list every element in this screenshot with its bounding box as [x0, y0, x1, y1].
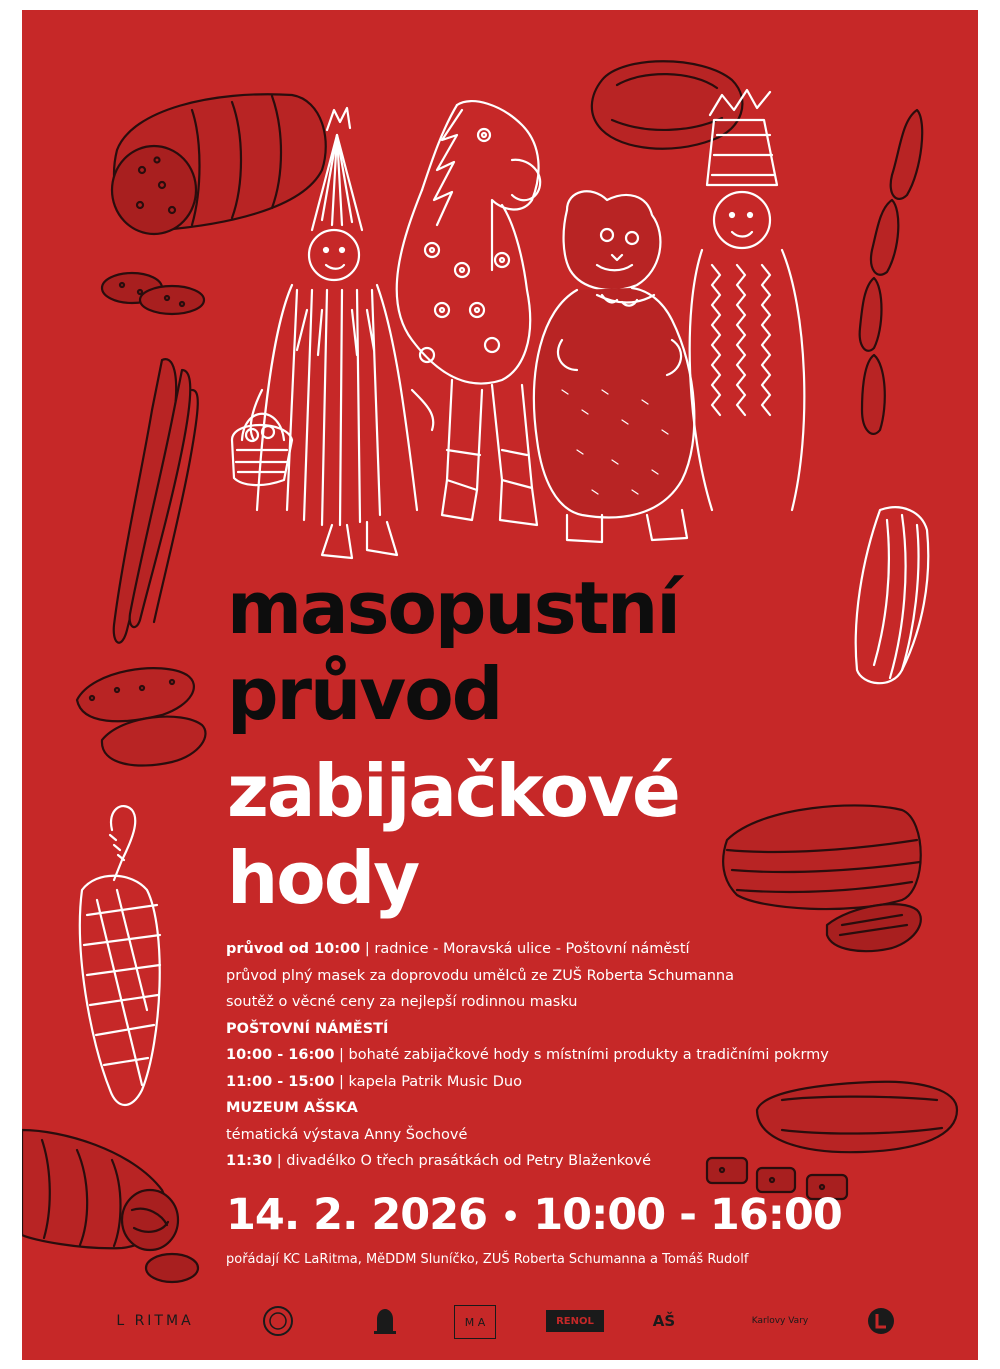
date-time: 10:00 - 16:00: [533, 1190, 842, 1240]
program-line: [226, 1148, 926, 1175]
program-line: [226, 1069, 926, 1096]
salami-slices-icon: [22, 1130, 198, 1282]
jester-mask-figure-icon: [690, 90, 805, 510]
smoked-meat-icon: [723, 805, 921, 951]
bear-mask-icon: [534, 191, 694, 542]
karlovy-vary-logo: Karlovy Vary: [751, 1316, 809, 1326]
program-bold: průvod od 10:00: [226, 941, 361, 957]
date-separator: •: [501, 1200, 520, 1235]
program-line: [226, 936, 926, 963]
program-text: tématická výstava Anny Šochové: [226, 1126, 468, 1143]
program-text: | bohaté zabijačkové hody s místními produkty a tradičními pokrmy: [334, 1047, 829, 1063]
program-line: [226, 1042, 926, 1069]
sausage-chain-icon: [860, 110, 923, 434]
program-bold: 11:30: [226, 1153, 273, 1169]
program-line: [226, 963, 926, 990]
program-text: | divadélko O třech prasátkách od Petry Blaženkové: [272, 1153, 651, 1169]
organizers: pořádají KC LaRitma, MěDDM Sluníčko, ZUŠ Roberta Schumanna a Tomáš Rudolf: [226, 1252, 749, 1267]
program-bold: POŠTOVNÍ NÁMĚSTÍ: [226, 1020, 389, 1037]
event-date: [226, 1190, 842, 1240]
bacon-icon: [856, 507, 929, 683]
program-text: průvod plný masek za doprovodu umělců ze ZUŠ Roberta Schumanna: [226, 967, 735, 984]
date-day: 14. 2. 2026: [226, 1190, 488, 1240]
title-line-3: zabijačkové: [227, 749, 679, 833]
program-line: [226, 989, 926, 1016]
sausages-icon: [77, 668, 205, 765]
program-line: [226, 1016, 926, 1043]
horse-mask-icon: [397, 101, 540, 525]
salami-icon: [102, 94, 326, 314]
title-line-1: masopustní: [227, 566, 679, 650]
program-bold: 11:00 - 15:00: [226, 1073, 335, 1090]
title-line-2: průvod: [227, 652, 502, 736]
round-seal-logo: [260, 1305, 296, 1337]
as-logo: AŠ: [652, 1312, 676, 1330]
logo-strip: [22, 1295, 978, 1345]
program-bold: MUZEUM AŠSKA: [226, 1100, 358, 1116]
dry-sausage-sticks-icon: [114, 359, 198, 643]
title-line-4: hody: [227, 836, 419, 920]
muzeum-logo: M A: [454, 1305, 496, 1339]
program-text: | radnice - Moravská ulice - Poštovní náměstí: [360, 941, 690, 957]
bell-logo: [367, 1305, 403, 1337]
poster: [22, 10, 978, 1360]
program-line: [226, 1095, 926, 1122]
string-sausage-icon: [80, 806, 160, 1105]
program-text: | kapela Patrik Music Duo: [334, 1073, 522, 1090]
program-text: soutěž o věcné ceny za nejlepší rodinnou masku: [226, 994, 578, 1010]
laritma-logo: L RITMA: [116, 1313, 194, 1329]
program-line: [226, 1122, 926, 1149]
renol-logo: RENOL: [546, 1310, 604, 1332]
program-bold: 10:00 - 16:00: [226, 1047, 335, 1063]
program-list: [226, 936, 926, 1175]
round-l-logo: [864, 1305, 898, 1337]
